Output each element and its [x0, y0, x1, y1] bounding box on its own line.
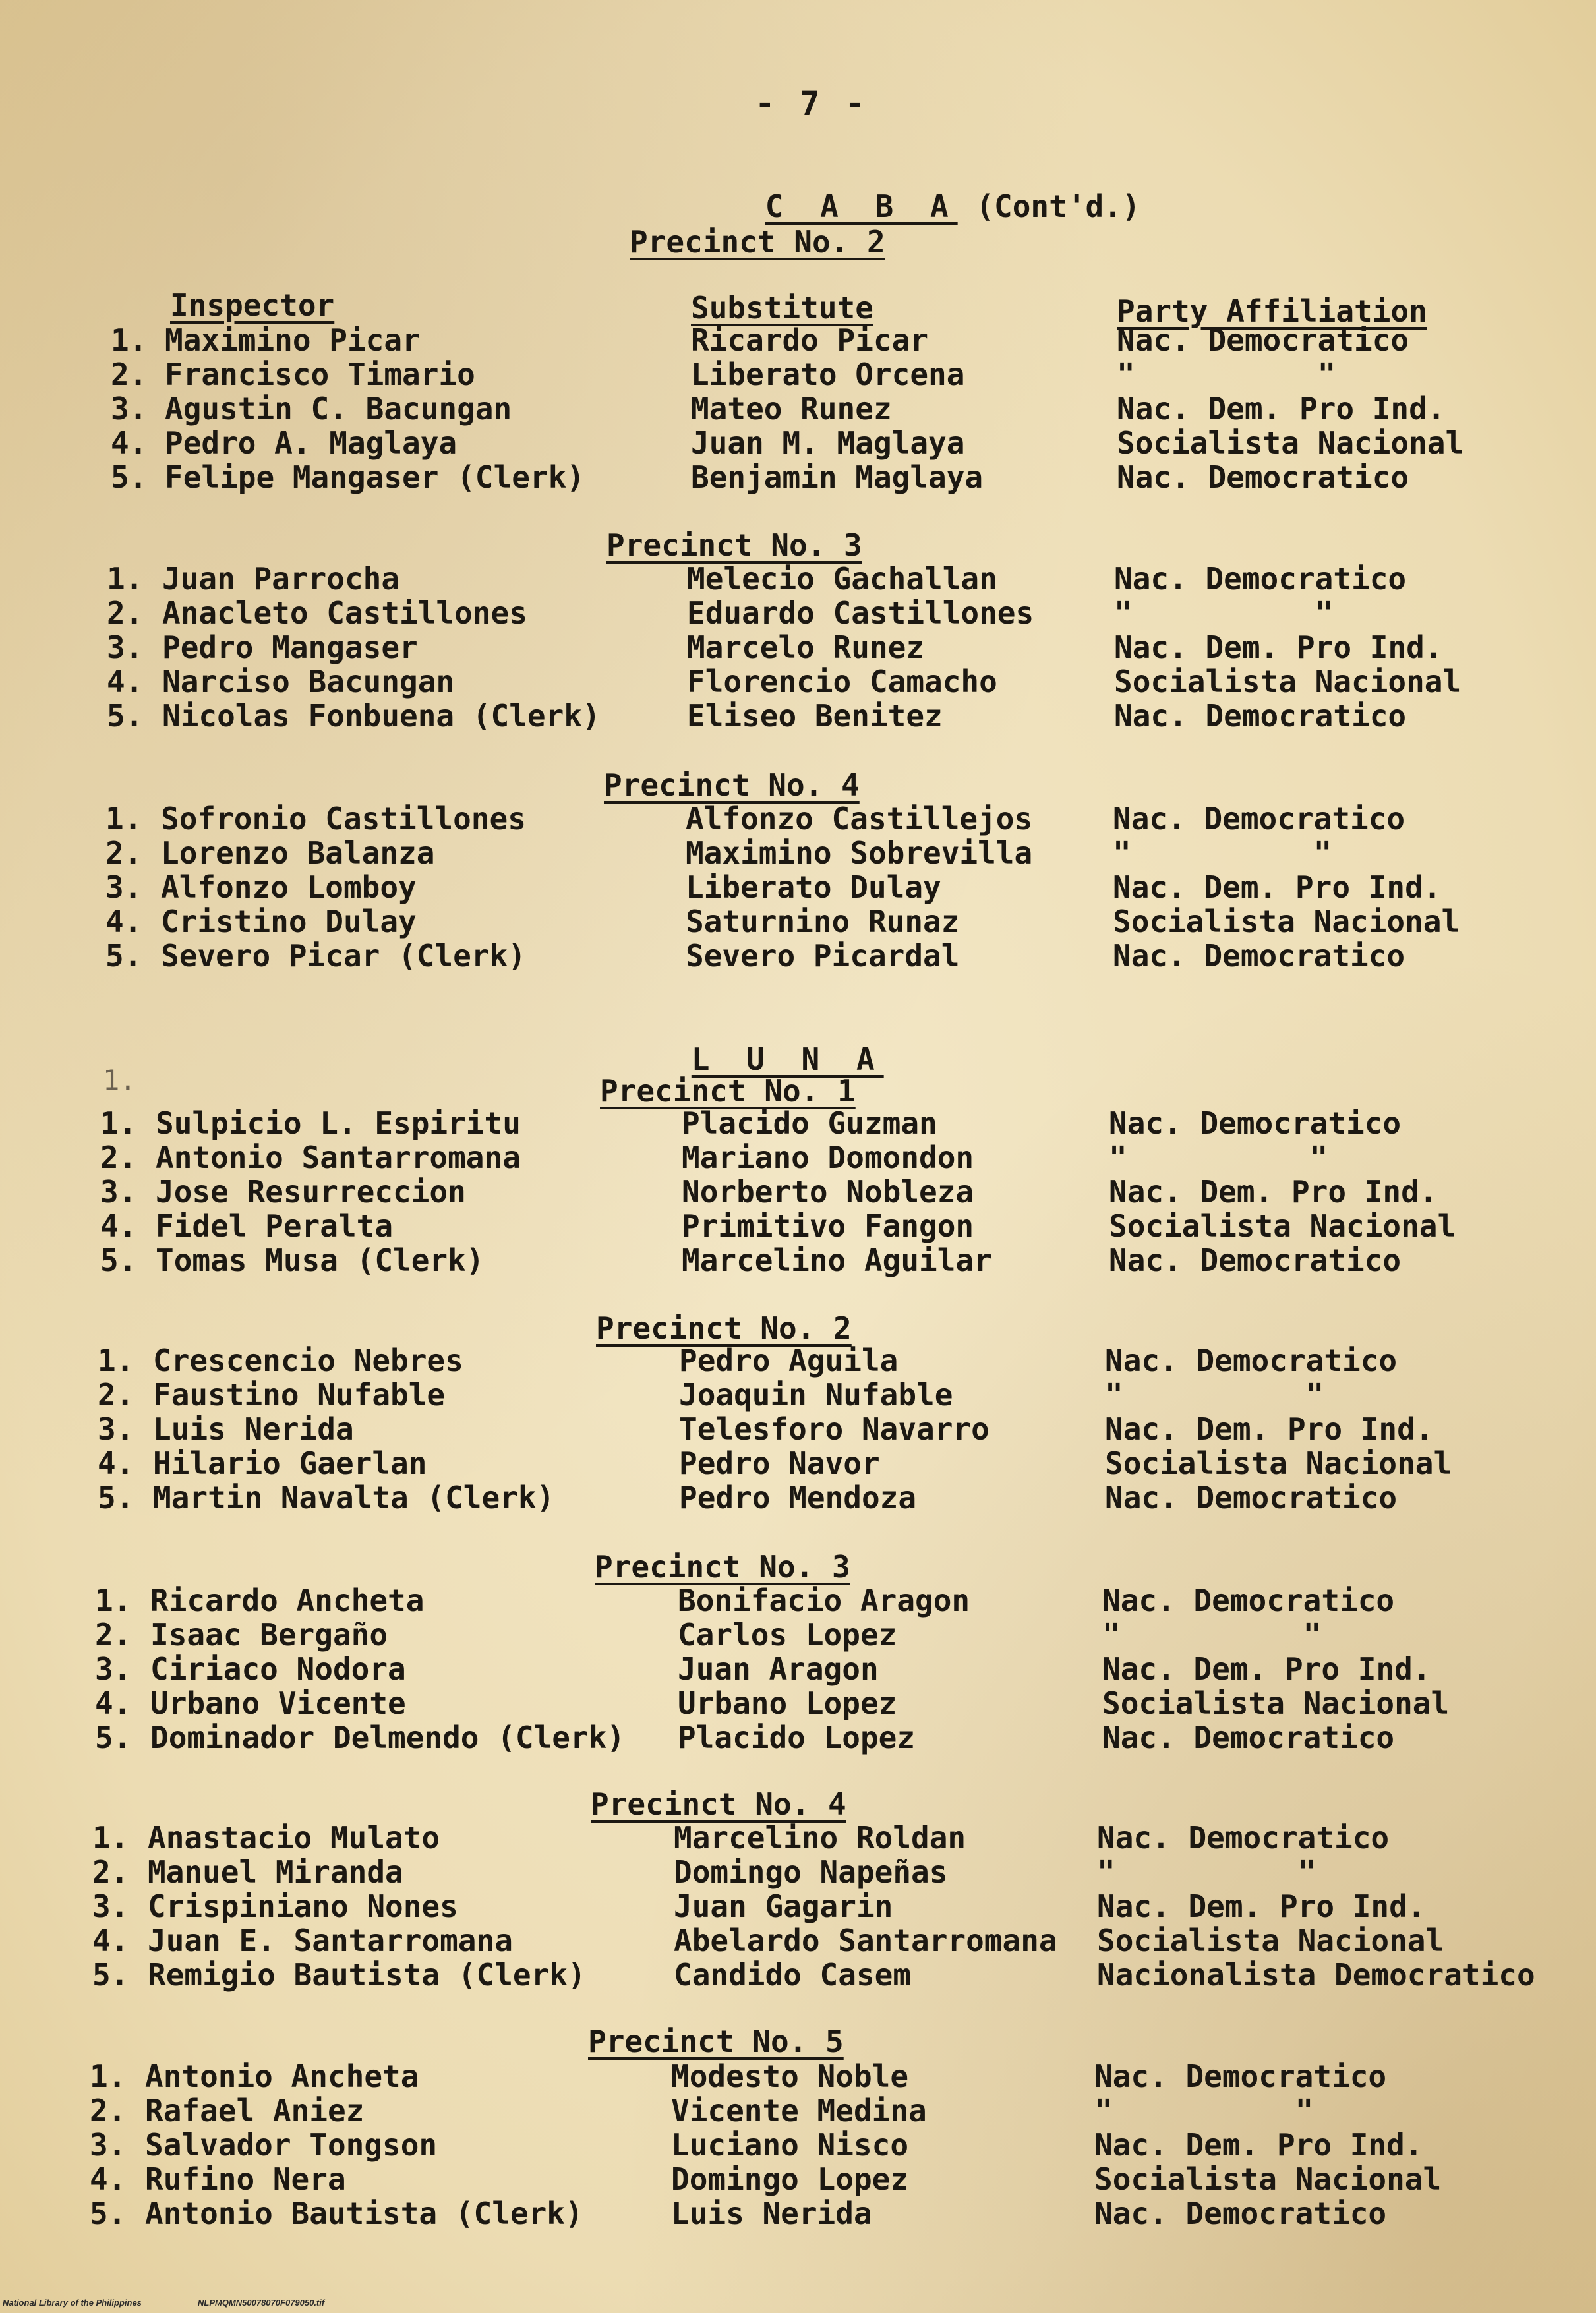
table-row — [0, 630, 1596, 664]
stray-number-mark: 1. — [103, 1064, 136, 1096]
inspector-name: Faustino Nufable — [153, 1377, 446, 1413]
substitute-name: Marcelo Runez — [687, 629, 925, 665]
substitute-name: Severo Picardal — [686, 938, 960, 974]
inspector-column-header: Inspector — [170, 287, 335, 323]
table-row — [0, 939, 1596, 973]
table-row — [0, 1209, 1596, 1243]
party-affiliation: " " — [1114, 595, 1334, 631]
inspector-name: Martin Navalta (Clerk) — [153, 1480, 555, 1515]
row-number: 2. — [95, 1617, 132, 1653]
party-affiliation: Nac. Dem. Pro Ind. — [1109, 1174, 1438, 1210]
party-affiliation: Socialista Nacional — [1109, 1208, 1456, 1244]
inspector-name: Sofronio Castillones — [161, 801, 526, 836]
party-affiliation: Nac. Democratico — [1113, 801, 1405, 836]
row-number: 3. — [105, 869, 142, 905]
party-affiliation: Nac. Democratico — [1094, 2059, 1387, 2094]
inspector-name: Maximino Picar — [165, 322, 421, 358]
table-row — [0, 460, 1596, 494]
party-affiliation: Socialista Nacional — [1114, 664, 1462, 699]
party-affiliation: Socialista Nacional — [1105, 1446, 1452, 1481]
table-row — [0, 392, 1596, 426]
substitute-name: Melecio Gachallan — [687, 561, 997, 597]
row-number: 4. — [90, 2161, 127, 2197]
row-number: 5. — [105, 938, 142, 974]
table-row — [0, 2196, 1596, 2231]
inspector-name: Alfonzo Lomboy — [161, 869, 417, 905]
substitute-name: Vicente Medina — [671, 2093, 927, 2128]
inspector-name: Salvador Tongson — [145, 2127, 438, 2163]
party-affiliation: Nac. Democratico — [1109, 1243, 1402, 1278]
inspector-name: Rafael Aniez — [145, 2093, 365, 2128]
table-row — [0, 1618, 1596, 1652]
party-affiliation: Nac. Dem. Pro Ind. — [1097, 1888, 1426, 1924]
row-number: 1. — [95, 1583, 132, 1618]
substitute-name: Liberato Orcena — [691, 357, 965, 392]
table-row — [0, 1958, 1596, 1992]
party-affiliation: Nac. Democratico — [1113, 938, 1405, 974]
party-affiliation: Socialista Nacional — [1094, 2161, 1442, 2197]
table-row — [0, 699, 1596, 733]
row-number: 5. — [100, 1243, 137, 1278]
table-row — [0, 1446, 1596, 1480]
table-row — [0, 1889, 1596, 1923]
table-row — [0, 1175, 1596, 1209]
party-affiliation: " " — [1109, 1140, 1328, 1175]
caba-precinct-title: Precinct No. 2 — [630, 224, 885, 260]
table-row — [0, 870, 1596, 904]
row-number: 4. — [111, 425, 148, 461]
substitute-name: Alfonzo Castillejos — [686, 801, 1033, 836]
inspector-name: Ricardo Ancheta — [150, 1583, 425, 1618]
table-row — [0, 2093, 1596, 2128]
inspector-name: Dominador Delmendo (Clerk) — [150, 1720, 626, 1755]
row-number: 5. — [98, 1480, 134, 1515]
inspector-name: Luis Nerida — [153, 1411, 354, 1447]
row-number: 1. — [90, 2059, 127, 2094]
inspector-name: Fidel Peralta — [156, 1208, 394, 1244]
substitute-name: Florencio Camacho — [687, 664, 997, 699]
substitute-name: Liberato Dulay — [686, 869, 941, 905]
table-row — [0, 1480, 1596, 1515]
table-row — [0, 1686, 1596, 1720]
party-affiliation: Socialista Nacional — [1113, 904, 1460, 939]
table-row — [0, 1855, 1596, 1889]
inspector-name: Rufino Nera — [145, 2161, 346, 2197]
row-number: 4. — [92, 1923, 129, 1958]
party-affiliation: Nac. Democratico — [1094, 2196, 1387, 2231]
party-affiliation: " " — [1113, 835, 1332, 871]
party-affiliation: Nac. Democratico — [1114, 561, 1407, 597]
party-affiliation: Nac. Dem. Pro Ind. — [1114, 629, 1443, 665]
row-number: 5. — [107, 698, 144, 734]
row-number: 3. — [92, 1888, 129, 1924]
substitute-name: Eliseo Benitez — [687, 698, 943, 734]
substitute-name: Abelardo Santarromana — [674, 1923, 1057, 1958]
luna-title: L U N A — [691, 1041, 884, 1077]
party-affiliation: Nacionalista Democratico — [1097, 1957, 1535, 1993]
inspector-name: Anacleto Castillones — [162, 595, 527, 631]
party-affiliation: Nac. Democratico — [1109, 1105, 1402, 1141]
row-number: 3. — [111, 391, 148, 426]
row-number: 2. — [92, 1854, 129, 1890]
inspector-name: Pedro A. Maglaya — [165, 425, 458, 461]
row-number: 1. — [100, 1105, 137, 1141]
table-row — [0, 426, 1596, 460]
substitute-name: Urbano Lopez — [678, 1685, 897, 1721]
table-row — [0, 2162, 1596, 2196]
inspector-name: Tomas Musa (Clerk) — [156, 1243, 485, 1278]
substitute-name: Norberto Nobleza — [682, 1174, 974, 1210]
party-affiliation: Socialista Nacional — [1117, 425, 1464, 461]
party-affiliation: Nac. Democratico — [1114, 698, 1407, 734]
party-affiliation: Nac. Democratico — [1117, 459, 1409, 495]
inspector-name: Narciso Bacungan — [162, 664, 455, 699]
luna-precinct-title: Precinct No. 2 — [596, 1310, 852, 1346]
row-number: 5. — [95, 1720, 132, 1755]
substitute-name: Juan M. Maglaya — [691, 425, 965, 461]
row-number: 3. — [107, 629, 144, 665]
luna-precinct-title: Precinct No. 3 — [595, 1549, 850, 1585]
inspector-name: Urbano Vicente — [150, 1685, 406, 1721]
inspector-name: Lorenzo Balanza — [161, 835, 435, 871]
party-affiliation: Nac. Democratico — [1105, 1343, 1398, 1378]
row-number: 2. — [105, 835, 142, 871]
substitute-name: Pedro Navor — [679, 1446, 880, 1481]
substitute-name: Telesforo Navarro — [679, 1411, 990, 1447]
inspector-name: Antonio Ancheta — [145, 2059, 419, 2094]
substitute-name: Saturnino Runaz — [686, 904, 960, 939]
table-row — [0, 1243, 1596, 1277]
inspector-name: Crispiniano Nones — [148, 1888, 458, 1924]
table-row — [0, 1106, 1596, 1140]
inspector-name: Cristino Dulay — [161, 904, 417, 939]
caba-precinct-title: Precinct No. 3 — [606, 527, 862, 563]
substitute-name: Maximino Sobrevilla — [686, 835, 1033, 871]
substitute-name: Modesto Noble — [671, 2059, 909, 2094]
row-number: 5. — [90, 2196, 127, 2231]
party-affiliation: " " — [1117, 357, 1336, 392]
substitute-name: Benjamin Maglaya — [691, 459, 984, 495]
substitute-name: Placido Lopez — [678, 1720, 916, 1755]
party-affiliation: Nac. Democratico — [1097, 1820, 1390, 1856]
inspector-name: Sulpicio L. Espiritu — [156, 1105, 521, 1141]
luna-precinct-title: Precinct No. 4 — [591, 1786, 846, 1822]
luna-precinct-title: Precinct No. 5 — [588, 2024, 844, 2059]
inspector-name: Nicolas Fonbuena (Clerk) — [162, 698, 601, 734]
table-row — [0, 1140, 1596, 1175]
row-number: 5. — [92, 1957, 129, 1993]
inspector-name: Crescencio Nebres — [153, 1343, 463, 1378]
party-affiliation: Nac. Dem. Pro Ind. — [1105, 1411, 1434, 1447]
caba-precinct-title: Precinct No. 4 — [604, 767, 860, 803]
table-row — [0, 904, 1596, 939]
row-number: 4. — [105, 904, 142, 939]
row-number: 2. — [107, 595, 144, 631]
row-number: 2. — [90, 2093, 127, 2128]
row-number: 1. — [107, 561, 144, 597]
party-affiliation: Nac. Dem. Pro Ind. — [1113, 869, 1442, 905]
party-affiliation: Nac. Dem. Pro Ind. — [1117, 391, 1446, 426]
row-number: 3. — [95, 1651, 132, 1687]
inspector-name: Isaac Bergaño — [150, 1617, 388, 1653]
substitute-name: Eduardo Castillones — [687, 595, 1034, 631]
substitute-name: Candido Casem — [674, 1957, 912, 1993]
party-affiliation: Nac. Dem. Pro Ind. — [1102, 1651, 1431, 1687]
table-row — [0, 1583, 1596, 1618]
party-affiliation: " " — [1097, 1854, 1316, 1890]
substitute-name: Mateo Runez — [691, 391, 892, 426]
inspector-name: Manuel Miranda — [148, 1854, 403, 1890]
party-affiliation: Nac. Democratico — [1102, 1583, 1395, 1618]
row-number: 4. — [100, 1208, 137, 1244]
substitute-name: Domingo Napeñas — [674, 1854, 948, 1890]
inspector-name: Juan Parrocha — [162, 561, 400, 597]
table-row — [0, 562, 1596, 596]
row-number: 4. — [98, 1446, 134, 1481]
substitute-name: Bonifacio Aragon — [678, 1583, 970, 1618]
inspector-name: Pedro Mangaser — [162, 629, 418, 665]
party-affiliation: " " — [1102, 1617, 1322, 1653]
inspector-name: Agustin C. Bacungan — [165, 391, 512, 426]
substitute-name: Juan Aragon — [678, 1651, 879, 1687]
inspector-name: Jose Resurreccion — [156, 1174, 466, 1210]
substitute-name: Carlos Lopez — [678, 1617, 897, 1653]
row-number: 1. — [111, 322, 148, 358]
inspector-name: Juan E. Santarromana — [148, 1923, 513, 1958]
library-credit: National Library of the Philippines — [3, 2298, 142, 2308]
row-number: 3. — [98, 1411, 134, 1447]
party-column-header: Party Affiliation — [1117, 293, 1427, 329]
caba-suffix: (Cont'd.) — [957, 189, 1140, 224]
substitute-name: Juan Gagarin — [674, 1888, 893, 1924]
row-number: 2. — [98, 1377, 134, 1413]
substitute-name: Joaquin Nufable — [679, 1377, 953, 1413]
substitute-name: Primitivo Fangon — [682, 1208, 974, 1244]
row-number: 2. — [100, 1140, 137, 1175]
substitute-name: Domingo Lopez — [671, 2161, 909, 2197]
row-number: 2. — [111, 357, 148, 392]
table-row — [0, 1720, 1596, 1755]
table-row — [0, 836, 1596, 870]
party-affiliation: Socialista Nacional — [1102, 1685, 1450, 1721]
table-row — [0, 1378, 1596, 1412]
row-number: 5. — [111, 459, 148, 495]
party-affiliation: Socialista Nacional — [1097, 1923, 1444, 1958]
inspector-name: Felipe Mangaser (Clerk) — [165, 459, 585, 495]
page-number: - 7 - — [755, 84, 868, 123]
luna-precinct-title: Precinct No. 1 — [600, 1073, 856, 1109]
row-number: 1. — [92, 1820, 129, 1856]
table-row — [0, 1821, 1596, 1855]
substitute-name: Marcelino Roldan — [674, 1820, 966, 1856]
inspector-name: Antonio Bautista (Clerk) — [145, 2196, 583, 2231]
substitute-name: Pedro Mendoza — [679, 1480, 917, 1515]
row-number: 3. — [90, 2127, 127, 2163]
substitute-name: Mariano Domondon — [682, 1140, 974, 1175]
substitute-column-header: Substitute — [691, 290, 873, 326]
party-affiliation: " " — [1094, 2093, 1314, 2128]
file-identifier: NLPMQMN50078070F079050.tif — [198, 2298, 325, 2308]
substitute-name: Luciano Nisco — [671, 2127, 909, 2163]
table-row — [0, 1652, 1596, 1686]
inspector-name: Remigio Bautista (Clerk) — [148, 1957, 586, 1993]
table-row — [0, 2128, 1596, 2162]
row-number: 3. — [100, 1174, 137, 1210]
substitute-name: Marcelino Aguilar — [682, 1243, 992, 1278]
caba-title: C A B A — [765, 189, 958, 224]
table-row — [0, 357, 1596, 392]
substitute-name: Pedro Aguila — [679, 1343, 899, 1378]
inspector-name: Antonio Santarromana — [156, 1140, 521, 1175]
substitute-name: Ricardo Picar — [691, 322, 929, 358]
party-affiliation: Nac. Democratico — [1102, 1720, 1395, 1755]
inspector-name: Anastacio Mulato — [148, 1820, 440, 1856]
row-number: 4. — [95, 1685, 132, 1721]
substitute-name: Luis Nerida — [671, 2196, 872, 2231]
table-row — [0, 2059, 1596, 2093]
inspector-name: Francisco Timario — [165, 357, 475, 392]
table-row — [0, 802, 1596, 836]
row-number: 1. — [98, 1343, 134, 1378]
substitute-name: Placido Guzman — [682, 1105, 937, 1141]
table-row — [0, 664, 1596, 699]
inspector-name: Ciriaco Nodora — [150, 1651, 406, 1687]
inspector-name: Hilario Gaerlan — [153, 1446, 427, 1481]
table-row — [0, 323, 1596, 357]
table-row — [0, 596, 1596, 630]
party-affiliation: " " — [1105, 1377, 1324, 1413]
row-number: 4. — [107, 664, 144, 699]
table-row — [0, 1343, 1596, 1378]
table-row — [0, 1923, 1596, 1958]
party-affiliation: Nac. Democratico — [1117, 322, 1409, 358]
row-number: 1. — [105, 801, 142, 836]
table-row — [0, 1412, 1596, 1446]
party-affiliation: Nac. Dem. Pro Ind. — [1094, 2127, 1423, 2163]
party-affiliation: Nac. Democratico — [1105, 1480, 1398, 1515]
inspector-name: Severo Picar (Clerk) — [161, 938, 526, 974]
